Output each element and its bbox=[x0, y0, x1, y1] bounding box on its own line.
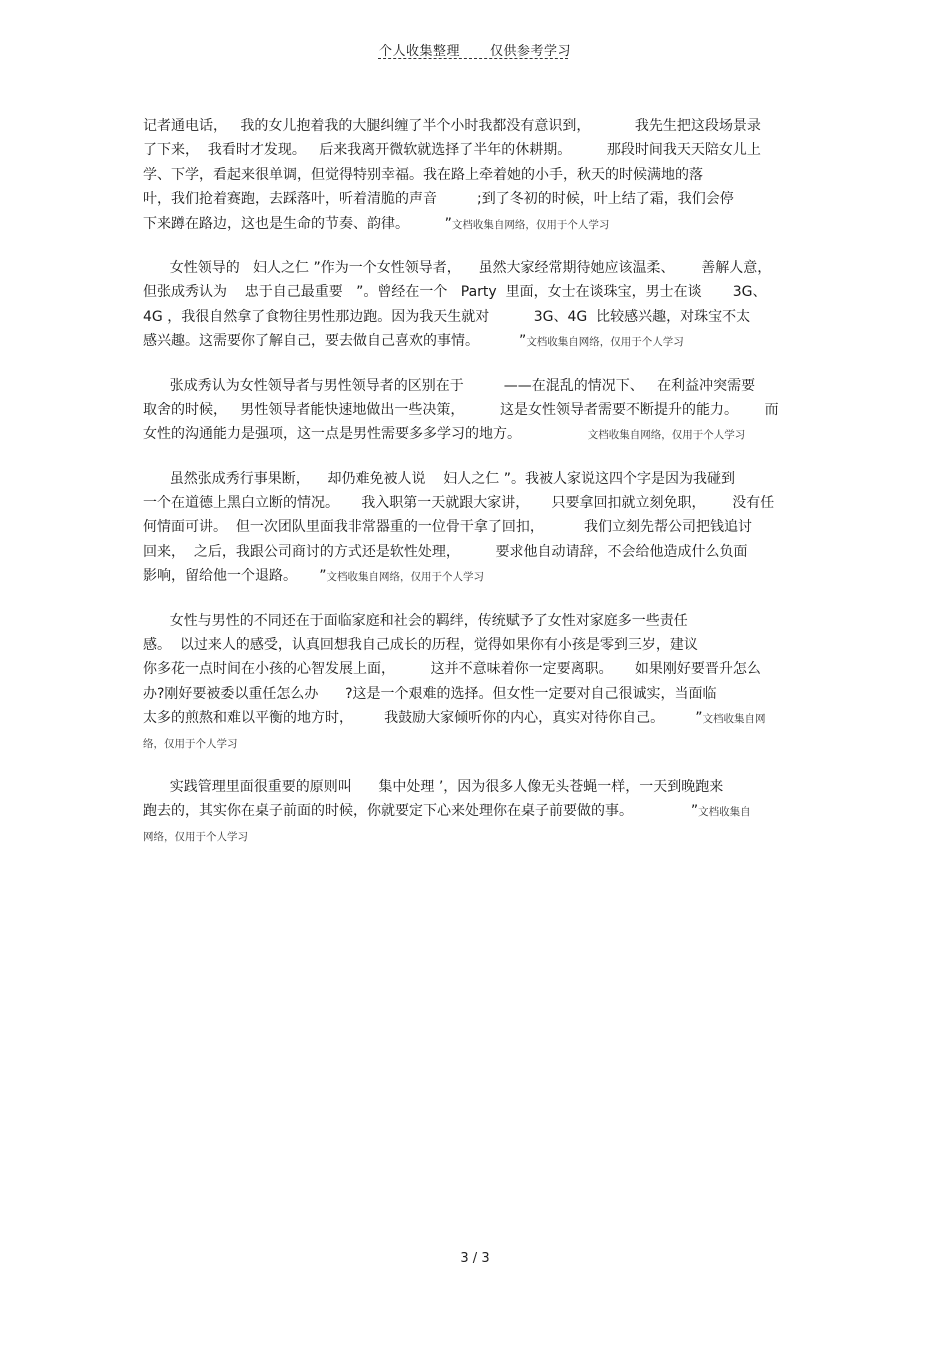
line-text: 实践管理里面很重要的原则叫 集中处理 ’，因为很多人像无头苍蝇一样，一天到晚跑来 bbox=[143, 778, 724, 795]
line-text: 感兴趣。这需要你了解自己，要去做自己喜欢的事情。 ” bbox=[143, 333, 527, 350]
line-text: 女性与男性的不同还在于面临家庭和社会的羁绊，传统赋予了女性对家庭多一些责任 bbox=[143, 612, 688, 629]
text-line bbox=[143, 280, 813, 304]
source-note: 文档收集自网络，仅用于个人学习 bbox=[526, 336, 684, 349]
text-line bbox=[143, 187, 813, 211]
page-header bbox=[0, 40, 950, 59]
line-text: 叶，我们抢着赛跑，去踩落叶，听着清脆的声音 ;到了冬初的时候，叶上结了霜，我们会停 bbox=[143, 191, 734, 208]
text-line bbox=[143, 731, 813, 755]
paragraph bbox=[143, 374, 813, 447]
line-text: 感。 以过来人的感受，认真回想我自己成长的历程，觉得如果你有小孩是零到三岁，建议 bbox=[143, 637, 698, 654]
text-line bbox=[143, 682, 813, 706]
text-line bbox=[143, 256, 813, 280]
text-line bbox=[143, 491, 813, 515]
text-line bbox=[143, 824, 813, 848]
text-line bbox=[143, 540, 813, 564]
line-text: 一个在道德上黑白立断的情况。 我入职第一天就跟大家讲， 只要拿回扣就立刻免职， 没有任 bbox=[143, 495, 775, 512]
text-line bbox=[143, 374, 813, 398]
text-line bbox=[143, 609, 813, 633]
line-text: 女性领导的 妇人之仁 ”作为一个女性领导者， 虽然大家经常期待她应该温柔、 善解人意， bbox=[143, 259, 772, 276]
header-dashed-rule bbox=[378, 58, 568, 59]
paragraph bbox=[143, 256, 813, 354]
text-line bbox=[143, 305, 813, 329]
header-left-text: 个人收集整理 bbox=[378, 44, 460, 59]
text-line bbox=[143, 564, 813, 588]
line-text: 办?刚好要被委以重任怎么办 ?这是一个艰难的选择。但女性一定要对自己很诚实，当面临 bbox=[143, 685, 717, 702]
source-note: 文档收集自网络，仅用于个人学习 bbox=[326, 571, 485, 584]
text-line bbox=[143, 212, 813, 236]
line-text: 4G ，我很自然拿了食物往男性那边跑。因为我天生就对 3G、4G 比较感兴趣，对珠宝不太 bbox=[143, 308, 751, 325]
text-line bbox=[143, 657, 813, 681]
text-line bbox=[143, 467, 813, 491]
text-line bbox=[143, 515, 813, 539]
source-note: 文档收集自网 bbox=[702, 713, 766, 726]
line-text: 下来蹲在路边，这也是生命的节奏、韵律。 ” bbox=[143, 215, 452, 232]
source-note: 络，仅用于个人学习 bbox=[143, 737, 238, 750]
line-text: 虽然张成秀行事果断， 却仍难免被人说 妇人之仁 ”。我被人家说这四个字是因为我碰到 bbox=[143, 470, 736, 487]
line-text: 但张成秀认为 忠于自己最重要 ”。曾经在一个 Party 里面，女士在谈珠宝，男士在谈 3G、 bbox=[143, 284, 767, 301]
paragraph bbox=[143, 467, 813, 589]
text-line bbox=[143, 633, 813, 657]
line-text: 你多花一点时间在小孩的心智发展上面， 这并不意味着你一定要离职。 如果刚好要晋升怎么 bbox=[143, 661, 761, 678]
text-line bbox=[143, 706, 813, 730]
source-note: 文档收集自 bbox=[698, 806, 751, 819]
page-number: 3 / 3 bbox=[460, 1251, 490, 1266]
text-line bbox=[143, 775, 813, 799]
line-text: 影响，留给他一个退路。 ” bbox=[143, 568, 327, 585]
line-text: 跑去的，其实你在桌子前面的时候，你就要定下心来处理你在桌子前要做的事。 ” bbox=[143, 803, 699, 820]
paragraph bbox=[143, 609, 813, 755]
source-note: 文档收集自网络，仅用于个人学习 bbox=[451, 218, 610, 231]
text-line bbox=[143, 799, 813, 823]
source-note: 网络，仅用于个人学习 bbox=[143, 830, 248, 843]
document-body bbox=[143, 114, 813, 868]
line-text: 记者通电话， 我的女儿抱着我的大腿纠缠了半个小时我都没有意识到， 我先生把这段场景录 bbox=[143, 118, 761, 134]
paragraph bbox=[143, 775, 813, 848]
line-text: 太多的煎熬和难以平衡的地方时， 我鼓励大家倾听你的内心，真实对待你自己。 ” bbox=[143, 710, 703, 727]
line-text: 回来， 之后，我跟公司商讨的方式还是软性处理， 要求他自动请辞，不会给他造成什么负面 bbox=[143, 543, 748, 560]
line-text: 何情面可讲。 但一次团队里面我非常器重的一位骨干拿了回扣， 我们立刻先帮公司把钱追讨 bbox=[143, 519, 752, 536]
line-text: 取舍的时候， 男性领导者能快速地做出一些决策， 这是女性领导者需要不断提升的能力。 而 bbox=[143, 401, 779, 418]
text-line bbox=[143, 114, 813, 138]
line-text: 了下来， 我看时才发现。 后来我离开微软就选择了半年的休耕期。 那段时间我天天陪女儿上 bbox=[143, 142, 761, 159]
text-line bbox=[143, 138, 813, 162]
source-note: 文档收集自网络，仅用于个人学习 bbox=[587, 429, 746, 442]
line-text: 张成秀认为女性领导者与男性领导者的区别在于 ——在混乱的情况下、 在利益冲突需要 bbox=[143, 377, 756, 394]
line-text: 学、下学，看起来很单调，但觉得特别幸福。我在路上牵着她的小手，秋天的时候满地的落 bbox=[143, 166, 703, 183]
text-line bbox=[143, 163, 813, 187]
header-right-text: 仅供参考学习 bbox=[490, 44, 572, 59]
line-text: 女性的沟通能力是强项，这一点是男性需要多多学习的地方。 bbox=[143, 426, 588, 443]
text-line bbox=[143, 398, 813, 422]
text-line bbox=[143, 422, 813, 446]
text-line bbox=[143, 329, 813, 353]
paragraph bbox=[143, 114, 813, 236]
